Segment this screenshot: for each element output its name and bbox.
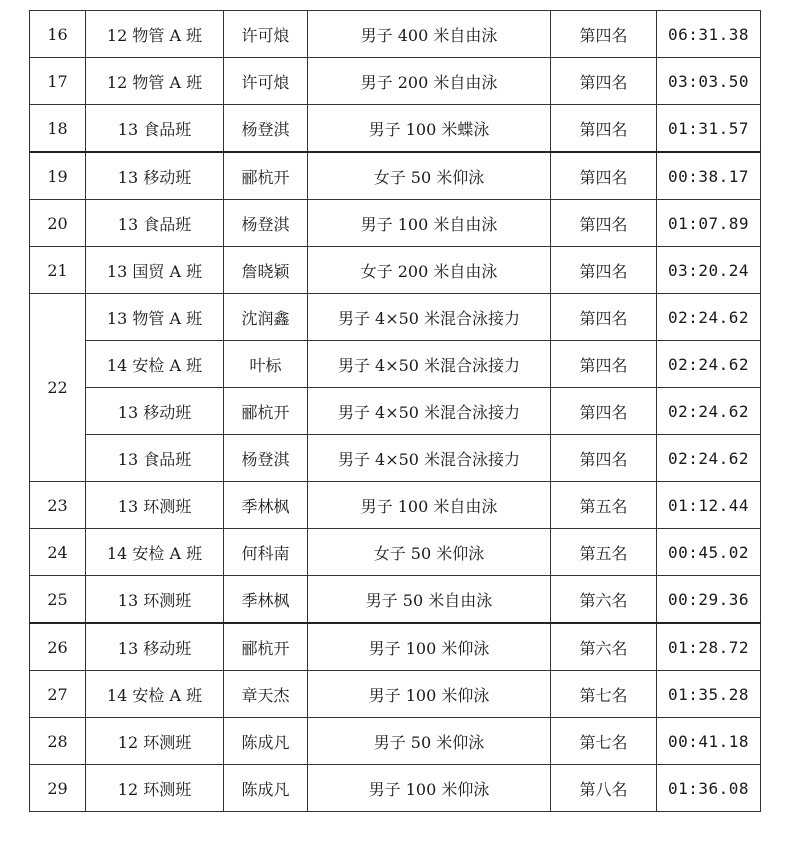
event-cell: 男子 400 米自由泳 <box>308 11 551 58</box>
table-row <box>30 11 761 58</box>
table-row <box>30 388 761 435</box>
rank-cell: 第四名 <box>551 341 657 388</box>
name-cell: 杨登淇 <box>224 105 308 153</box>
name-cell: 陈成凡 <box>224 718 308 765</box>
event-cell: 男子 4×50 米混合泳接力 <box>308 435 551 482</box>
row-number: 27 <box>30 671 86 718</box>
time-cell: 01:35.28 <box>657 671 761 718</box>
event-cell: 男子 100 米自由泳 <box>308 482 551 529</box>
name-cell: 季林枫 <box>224 576 308 624</box>
table-row <box>30 623 761 671</box>
class-cell: 14 安检 A 班 <box>86 529 224 576</box>
class-cell: 13 国贸 A 班 <box>86 247 224 294</box>
name-cell: 詹晓颖 <box>224 247 308 294</box>
table-row <box>30 482 761 529</box>
rank-cell: 第四名 <box>551 58 657 105</box>
rank-cell: 第四名 <box>551 200 657 247</box>
rank-cell: 第四名 <box>551 435 657 482</box>
event-cell: 女子 200 米自由泳 <box>308 247 551 294</box>
rank-cell: 第五名 <box>551 482 657 529</box>
table-row <box>30 435 761 482</box>
time-cell: 02:24.62 <box>657 388 761 435</box>
event-cell: 男子 100 米仰泳 <box>308 671 551 718</box>
rank-cell: 第七名 <box>551 718 657 765</box>
class-cell: 13 食品班 <box>86 435 224 482</box>
time-cell: 03:03.50 <box>657 58 761 105</box>
row-number: 22 <box>30 294 86 482</box>
time-cell: 01:12.44 <box>657 482 761 529</box>
name-cell: 郦杭开 <box>224 152 308 200</box>
event-cell: 男子 200 米自由泳 <box>308 58 551 105</box>
class-cell: 12 物管 A 班 <box>86 58 224 105</box>
rank-cell: 第四名 <box>551 388 657 435</box>
table-row <box>30 765 761 812</box>
class-cell: 13 食品班 <box>86 200 224 247</box>
class-cell: 13 物管 A 班 <box>86 294 224 341</box>
event-cell: 女子 50 米仰泳 <box>308 529 551 576</box>
name-cell: 郦杭开 <box>224 388 308 435</box>
class-cell: 13 移动班 <box>86 388 224 435</box>
name-cell: 季林枫 <box>224 482 308 529</box>
name-cell: 沈润鑫 <box>224 294 308 341</box>
event-cell: 男子 4×50 米混合泳接力 <box>308 388 551 435</box>
time-cell: 02:24.62 <box>657 341 761 388</box>
time-cell: 00:29.36 <box>657 576 761 624</box>
name-cell: 杨登淇 <box>224 435 308 482</box>
rank-cell: 第四名 <box>551 247 657 294</box>
table-row <box>30 294 761 341</box>
event-cell: 男子 4×50 米混合泳接力 <box>308 341 551 388</box>
table-row <box>30 529 761 576</box>
name-cell: 叶标 <box>224 341 308 388</box>
event-cell: 男子 100 米仰泳 <box>308 623 551 671</box>
event-cell: 男子 50 米仰泳 <box>308 718 551 765</box>
class-cell: 12 物管 A 班 <box>86 11 224 58</box>
rank-cell: 第六名 <box>551 576 657 624</box>
time-cell: 03:20.24 <box>657 247 761 294</box>
row-number: 16 <box>30 11 86 58</box>
time-cell: 06:31.38 <box>657 11 761 58</box>
table-row <box>30 58 761 105</box>
time-cell: 00:38.17 <box>657 152 761 200</box>
event-cell: 女子 50 米仰泳 <box>308 152 551 200</box>
rank-cell: 第四名 <box>551 11 657 58</box>
table-row <box>30 105 761 153</box>
row-number: 21 <box>30 247 86 294</box>
event-cell: 男子 100 米仰泳 <box>308 765 551 812</box>
rank-cell: 第五名 <box>551 529 657 576</box>
rank-cell: 第七名 <box>551 671 657 718</box>
event-cell: 男子 100 米自由泳 <box>308 200 551 247</box>
time-cell: 00:41.18 <box>657 718 761 765</box>
table-row <box>30 718 761 765</box>
time-cell: 01:28.72 <box>657 623 761 671</box>
table-row <box>30 152 761 200</box>
name-cell: 许可烺 <box>224 58 308 105</box>
row-number: 19 <box>30 152 86 200</box>
rank-cell: 第四名 <box>551 152 657 200</box>
table-row <box>30 576 761 624</box>
class-cell: 13 食品班 <box>86 105 224 153</box>
results-table <box>29 10 761 812</box>
class-cell: 13 移动班 <box>86 152 224 200</box>
class-cell: 13 环测班 <box>86 576 224 624</box>
rank-cell: 第八名 <box>551 765 657 812</box>
row-number: 20 <box>30 200 86 247</box>
name-cell: 何科南 <box>224 529 308 576</box>
row-number: 28 <box>30 718 86 765</box>
name-cell: 陈成凡 <box>224 765 308 812</box>
class-cell: 13 环测班 <box>86 482 224 529</box>
event-cell: 男子 100 米蝶泳 <box>308 105 551 153</box>
class-cell: 14 安检 A 班 <box>86 341 224 388</box>
time-cell: 02:24.62 <box>657 294 761 341</box>
row-number: 23 <box>30 482 86 529</box>
row-number: 18 <box>30 105 86 153</box>
event-cell: 男子 50 米自由泳 <box>308 576 551 624</box>
time-cell: 00:45.02 <box>657 529 761 576</box>
class-cell: 12 环测班 <box>86 718 224 765</box>
name-cell: 杨登淇 <box>224 200 308 247</box>
rank-cell: 第六名 <box>551 623 657 671</box>
row-number: 26 <box>30 623 86 671</box>
name-cell: 许可烺 <box>224 11 308 58</box>
class-cell: 12 环测班 <box>86 765 224 812</box>
row-number: 25 <box>30 576 86 624</box>
row-number: 29 <box>30 765 86 812</box>
class-cell: 13 移动班 <box>86 623 224 671</box>
time-cell: 01:07.89 <box>657 200 761 247</box>
name-cell: 郦杭开 <box>224 623 308 671</box>
table-row <box>30 200 761 247</box>
class-cell: 14 安检 A 班 <box>86 671 224 718</box>
table-row <box>30 341 761 388</box>
rank-cell: 第四名 <box>551 105 657 153</box>
time-cell: 02:24.62 <box>657 435 761 482</box>
time-cell: 01:36.08 <box>657 765 761 812</box>
rank-cell: 第四名 <box>551 294 657 341</box>
time-cell: 01:31.57 <box>657 105 761 153</box>
table-row <box>30 247 761 294</box>
row-number: 24 <box>30 529 86 576</box>
row-number: 17 <box>30 58 86 105</box>
event-cell: 男子 4×50 米混合泳接力 <box>308 294 551 341</box>
name-cell: 章天杰 <box>224 671 308 718</box>
table-row <box>30 671 761 718</box>
